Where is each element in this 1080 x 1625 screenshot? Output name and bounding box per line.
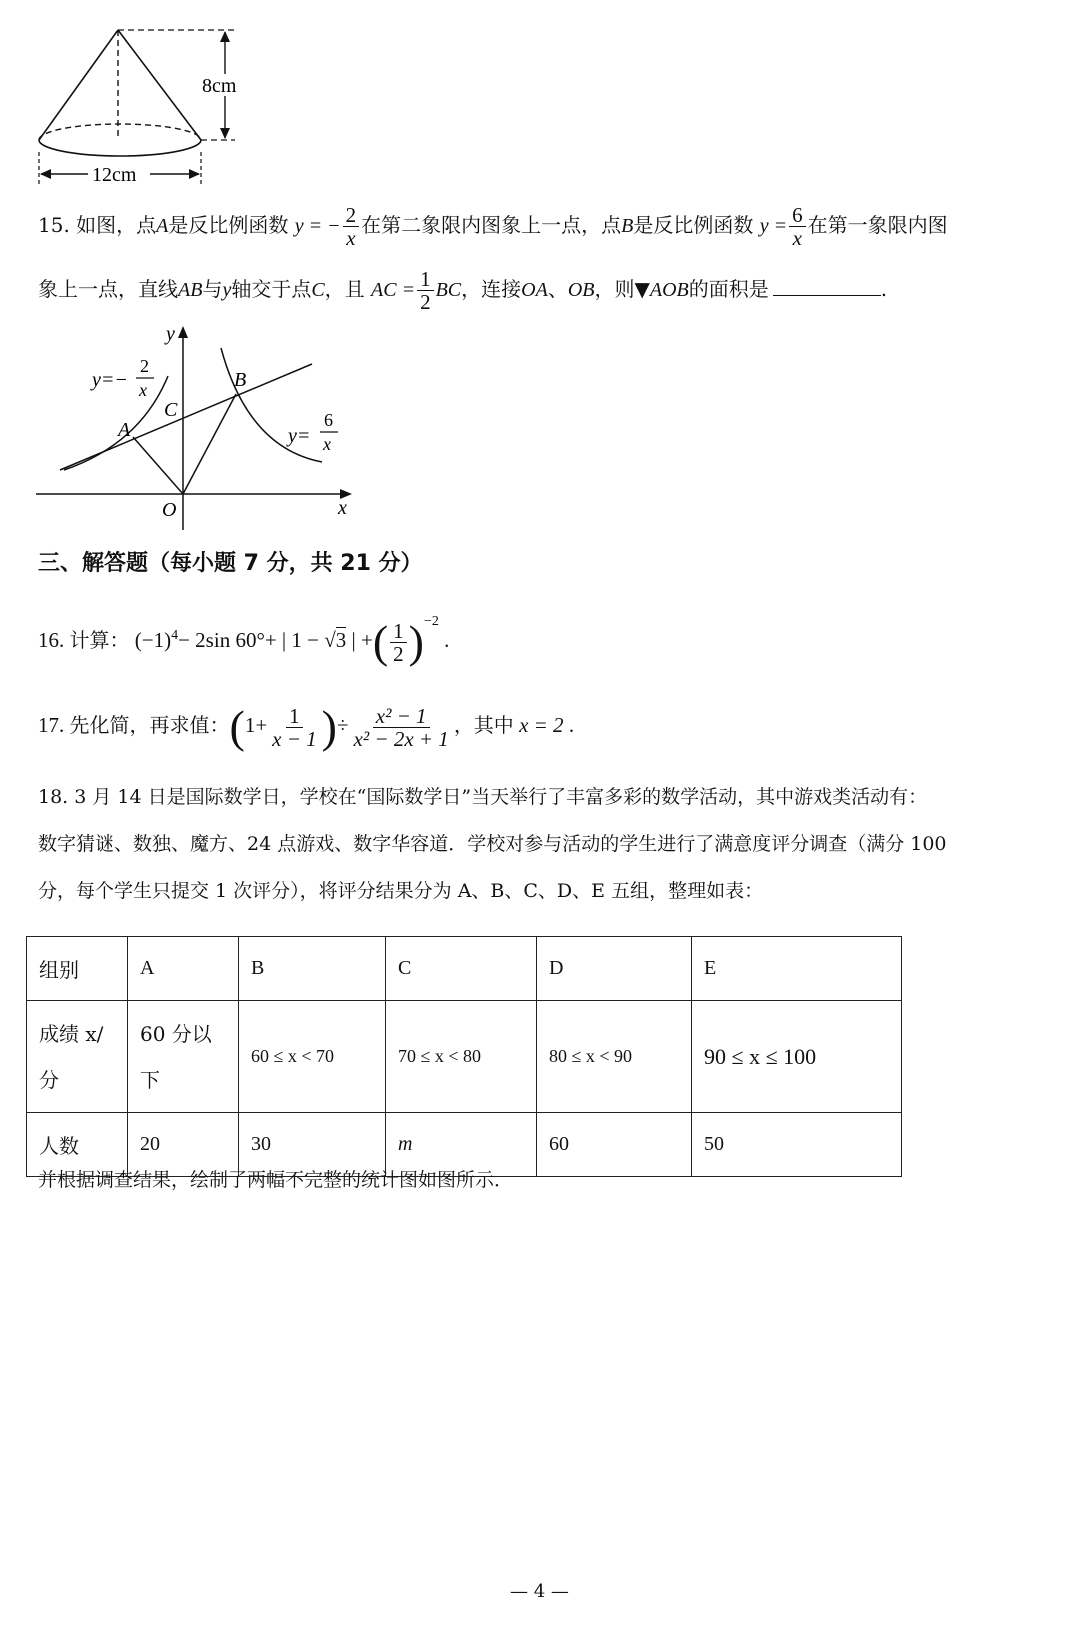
numerator: 1 [390, 620, 407, 643]
table-cell: 50 [692, 1113, 902, 1177]
q18-after-text: 并根据调查结果，绘制了两幅不完整的统计图如图所示． [38, 1169, 514, 1191]
q15-text: ，则 [594, 277, 635, 301]
table-cell [27, 1001, 128, 1113]
q15-text: 如图，点 [76, 213, 157, 237]
expr-part: − 2sin 60°+ | 1 − [178, 628, 325, 652]
point-b-label: B [234, 369, 247, 391]
table-cell: 60 [537, 1113, 692, 1177]
cell-line: 下 [140, 1067, 160, 1092]
left-curve-prefix: y=− [92, 369, 128, 391]
table-cell: 30 [239, 1113, 386, 1177]
q15-text: ，连接 [461, 277, 522, 301]
formula-y: y = [759, 215, 788, 237]
q15-text: 轴交于点 [231, 277, 312, 301]
denominator: 2 [420, 290, 431, 314]
table-cell: 80 ≤ x < 90 [537, 1001, 692, 1113]
cell-line: 成绩 x/ [39, 1021, 104, 1046]
segment-oa [133, 437, 183, 494]
cell-line: 60 分以 [140, 1021, 212, 1046]
cone-figure [30, 22, 270, 192]
segment-ob: OB [567, 279, 595, 301]
expr-part: (−1) [134, 628, 172, 652]
origin-label: O [162, 499, 177, 521]
denominator: x [792, 226, 802, 250]
q18-line2: 数字猜谜、数独、魔方、24 点游戏、数字华容道．学校对参与活动的学生进行了满意度评分调查（满分 100 [38, 833, 947, 855]
formula-y: y = − [294, 215, 341, 237]
condition: x = 2 [519, 712, 564, 737]
q16-number: 16. [38, 628, 65, 652]
sqrt-symbol: √ [324, 628, 336, 652]
score-group-table [26, 936, 902, 1177]
q15-line2 [38, 268, 887, 313]
table-cell: 组别 [27, 937, 128, 1001]
denominator: x² − 2x + 1 [353, 726, 449, 751]
fraction-one-half [390, 620, 407, 665]
y-axis-ref: y [222, 279, 232, 301]
fraction-main [351, 705, 452, 750]
segment-ob [183, 394, 236, 494]
cone-base-front [39, 140, 201, 156]
numerator: 1 [417, 268, 434, 291]
point-b: B [621, 215, 634, 237]
table-cell: 90 ≤ x ≤ 100 [692, 1001, 902, 1113]
segment-ac: AC = [371, 279, 416, 301]
table-cell: D [537, 937, 692, 1001]
point-a-label: A [118, 419, 131, 441]
cell-line: 分 [39, 1067, 59, 1092]
fraction-1-over-x-minus-1 [269, 705, 320, 750]
triangle-symbol: ▼ [634, 277, 650, 301]
numerator: 2 [343, 204, 360, 227]
exponent: 4 [171, 628, 179, 643]
page-number: — 4 — [510, 1581, 569, 1602]
dia-arrow-right [189, 169, 200, 179]
table-cell: 70 ≤ x < 80 [386, 1001, 537, 1113]
left-curve-num: 2 [140, 356, 149, 376]
line-ab: AB [178, 279, 203, 301]
right-paren: ) [408, 616, 424, 668]
q17 [38, 701, 575, 752]
table-cell: 60 ≤ x < 70 [239, 1001, 386, 1113]
point-c: C [311, 279, 325, 301]
right-curve-prefix: y= [288, 425, 311, 447]
height-arrow-bottom [220, 128, 230, 139]
table-row [27, 937, 902, 1001]
y-axis-label: y [166, 323, 175, 345]
cone-base-back [39, 124, 201, 140]
q15-text: 与 [202, 277, 223, 301]
expr-part: 1+ [244, 712, 268, 737]
q15-text: 在第一象限内图 [807, 213, 948, 237]
height-label: 8cm [202, 75, 237, 97]
q16-label: 计算： [69, 628, 130, 652]
fraction-6-over-x [789, 204, 806, 249]
sqrt-radicand: 3 [335, 628, 347, 652]
period: . [444, 628, 450, 652]
q15-text: 的面积是 [688, 277, 769, 301]
table-cell: B [239, 937, 386, 1001]
q15-text: 象上一点，直线 [38, 277, 178, 301]
section-heading: 三、解答题（每小题 7 分，共 21 分） [38, 551, 423, 576]
expr-part: | + [346, 628, 373, 652]
table-cell: E [692, 937, 902, 1001]
q17-text: ，其中 [453, 712, 514, 737]
table-row [27, 1001, 902, 1113]
period: . [880, 277, 888, 301]
right-paren: ) [321, 701, 337, 752]
q15-number: 15. [38, 213, 70, 237]
table-cell: A [128, 937, 239, 1001]
right-curve-den: x [323, 434, 331, 454]
q17-label: 先化简，再求值： [69, 712, 230, 737]
diameter-label: 12cm [92, 164, 137, 186]
table-cell: 20 [128, 1113, 239, 1177]
table-cell [128, 1001, 239, 1113]
numerator: 1 [286, 705, 303, 728]
denominator: 2 [393, 641, 404, 666]
q15-text: 是反比例函数 [633, 213, 754, 237]
table-cell: C [386, 937, 537, 1001]
x-axis-label: x [338, 497, 347, 519]
fraction-neg-2-over-x [343, 204, 360, 249]
q16 [38, 608, 450, 668]
q17-number: 17. [38, 712, 65, 737]
y-axis-arrow [178, 326, 188, 338]
table-cell: m [386, 1113, 537, 1177]
point-a: A [156, 215, 169, 237]
q18-line1: 18. 3 月 14 日是国际数学日，学校在“国际数学日”当天举行了丰富多彩的数学活动，其中游戏类活动有： [38, 786, 928, 808]
point-c-label: C [164, 399, 178, 421]
divide-symbol: ÷ [337, 712, 349, 737]
separator: 、 [547, 277, 568, 301]
denominator: x − 1 [272, 726, 317, 751]
coordinate-graph [30, 318, 370, 540]
segment-bc: BC [435, 279, 462, 301]
q15-text: ，且 [324, 277, 365, 301]
q15-text: 是反比例函数 [168, 213, 289, 237]
q18-line3: 分，每个学生只提交 1 次评分），将评分结果分为 A、B、C、D、E 五组，整理如表： [38, 880, 764, 902]
dia-arrow-left [40, 169, 51, 179]
right-curve-num: 6 [324, 410, 333, 430]
answer-blank[interactable] [773, 277, 881, 296]
numerator: 6 [789, 204, 806, 227]
q15-text: 在第二象限内图象上一点，点 [361, 213, 622, 237]
left-paren: ( [229, 701, 245, 752]
cone-left-side [39, 30, 118, 140]
fraction-one-half [417, 268, 434, 313]
left-paren: ( [372, 616, 389, 668]
left-curve-den: x [139, 380, 147, 400]
denominator: x [346, 226, 356, 250]
segment-oa: OA [521, 279, 548, 301]
table-cell: 人数 [27, 1113, 128, 1177]
q15-line1 [38, 204, 948, 249]
triangle-aob: AOB [649, 279, 689, 301]
exponent: −2 [423, 614, 439, 629]
height-arrow-top [220, 31, 230, 42]
numerator: x² − 1 [373, 705, 430, 728]
period: . [568, 712, 575, 737]
